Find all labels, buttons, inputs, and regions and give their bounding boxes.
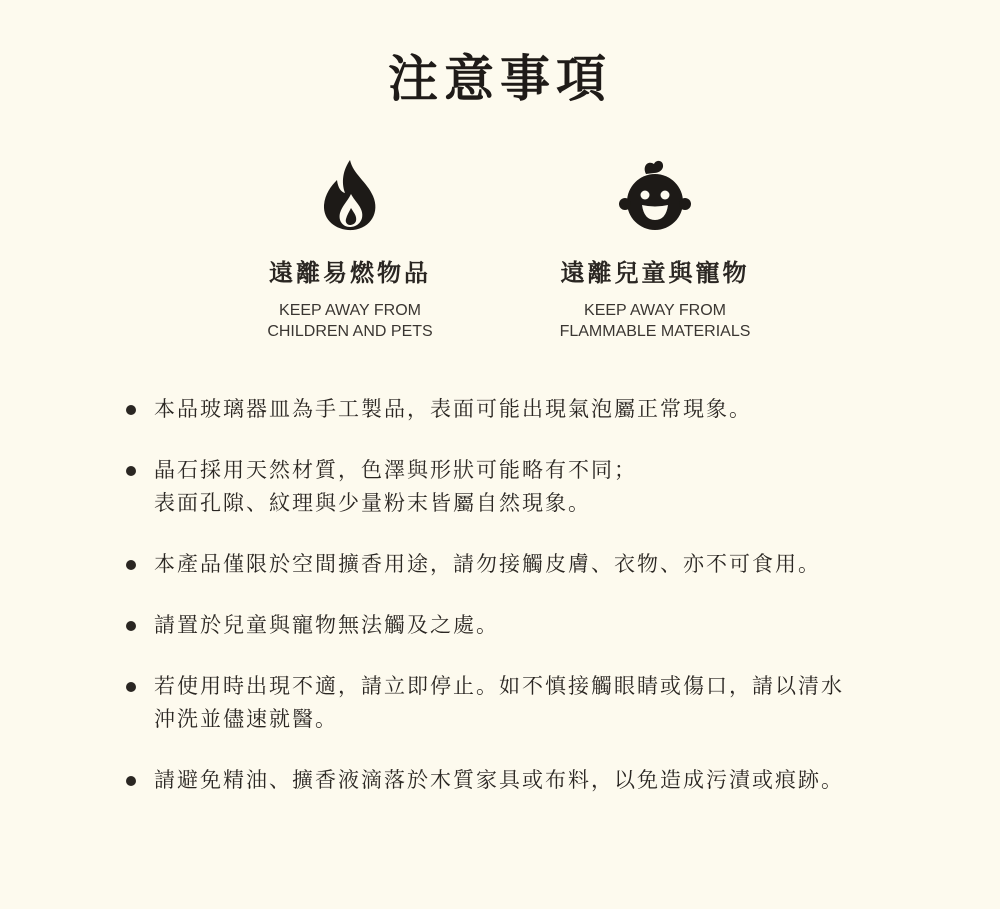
list-item-text: 本產品僅限於空間擴香用途，請勿接觸皮膚、衣物、亦不可食用。 (154, 552, 821, 576)
list-item-text: 若使用時出現不適，請立即停止。如不慎接觸眼睛或傷口，請以清水 (154, 674, 844, 698)
page-title: 注意事項 (388, 50, 612, 108)
bullet-icon (126, 466, 136, 476)
list-item (122, 764, 942, 797)
warning-subtitle-line: FLAMMABLE MATERIALS (559, 323, 751, 340)
list-item (122, 670, 942, 736)
warning-subtitle-line: KEEP AWAY FROM (584, 302, 726, 319)
child-face-icon (505, 158, 805, 236)
warning-subtitle-line: CHILDREN AND PETS (267, 323, 433, 340)
warning-title: 遠離兒童與寵物 (560, 259, 750, 287)
bullet-icon (126, 682, 136, 692)
warning-title: 遠離易燃物品 (269, 259, 431, 287)
list-item-text: 本品玻璃器皿為手工製品，表面可能出現氣泡屬正常現象。 (154, 397, 752, 421)
warning-subtitle-line: KEEP AWAY FROM (279, 302, 421, 319)
list-item (122, 548, 942, 581)
warning-card-flammable (200, 158, 500, 342)
bullet-icon (126, 560, 136, 570)
bullet-icon (126, 621, 136, 631)
warning-subtitle (200, 300, 500, 342)
list-item-text: 表面孔隙、紋理與少量粉末皆屬自然現象。 (154, 491, 591, 515)
warning-subtitle (505, 300, 805, 342)
bullet-icon (126, 776, 136, 786)
warning-card-children (505, 158, 805, 342)
flame-icon (200, 158, 500, 236)
list-item (122, 393, 942, 426)
list-item (122, 609, 942, 642)
list-item-text: 晶石採用天然材質，色澤與形狀可能略有不同； (154, 458, 637, 482)
list-item-text: 沖洗並儘速就醫。 (154, 707, 338, 731)
list-item-text: 請避免精油、擴香液滴落於木質家具或布料，以免造成污漬或痕跡。 (154, 768, 844, 792)
list-item (122, 454, 942, 520)
list-item-text: 請置於兒童與寵物無法觸及之處。 (154, 613, 499, 637)
precautions-list (122, 393, 942, 797)
bullet-icon (126, 405, 136, 415)
